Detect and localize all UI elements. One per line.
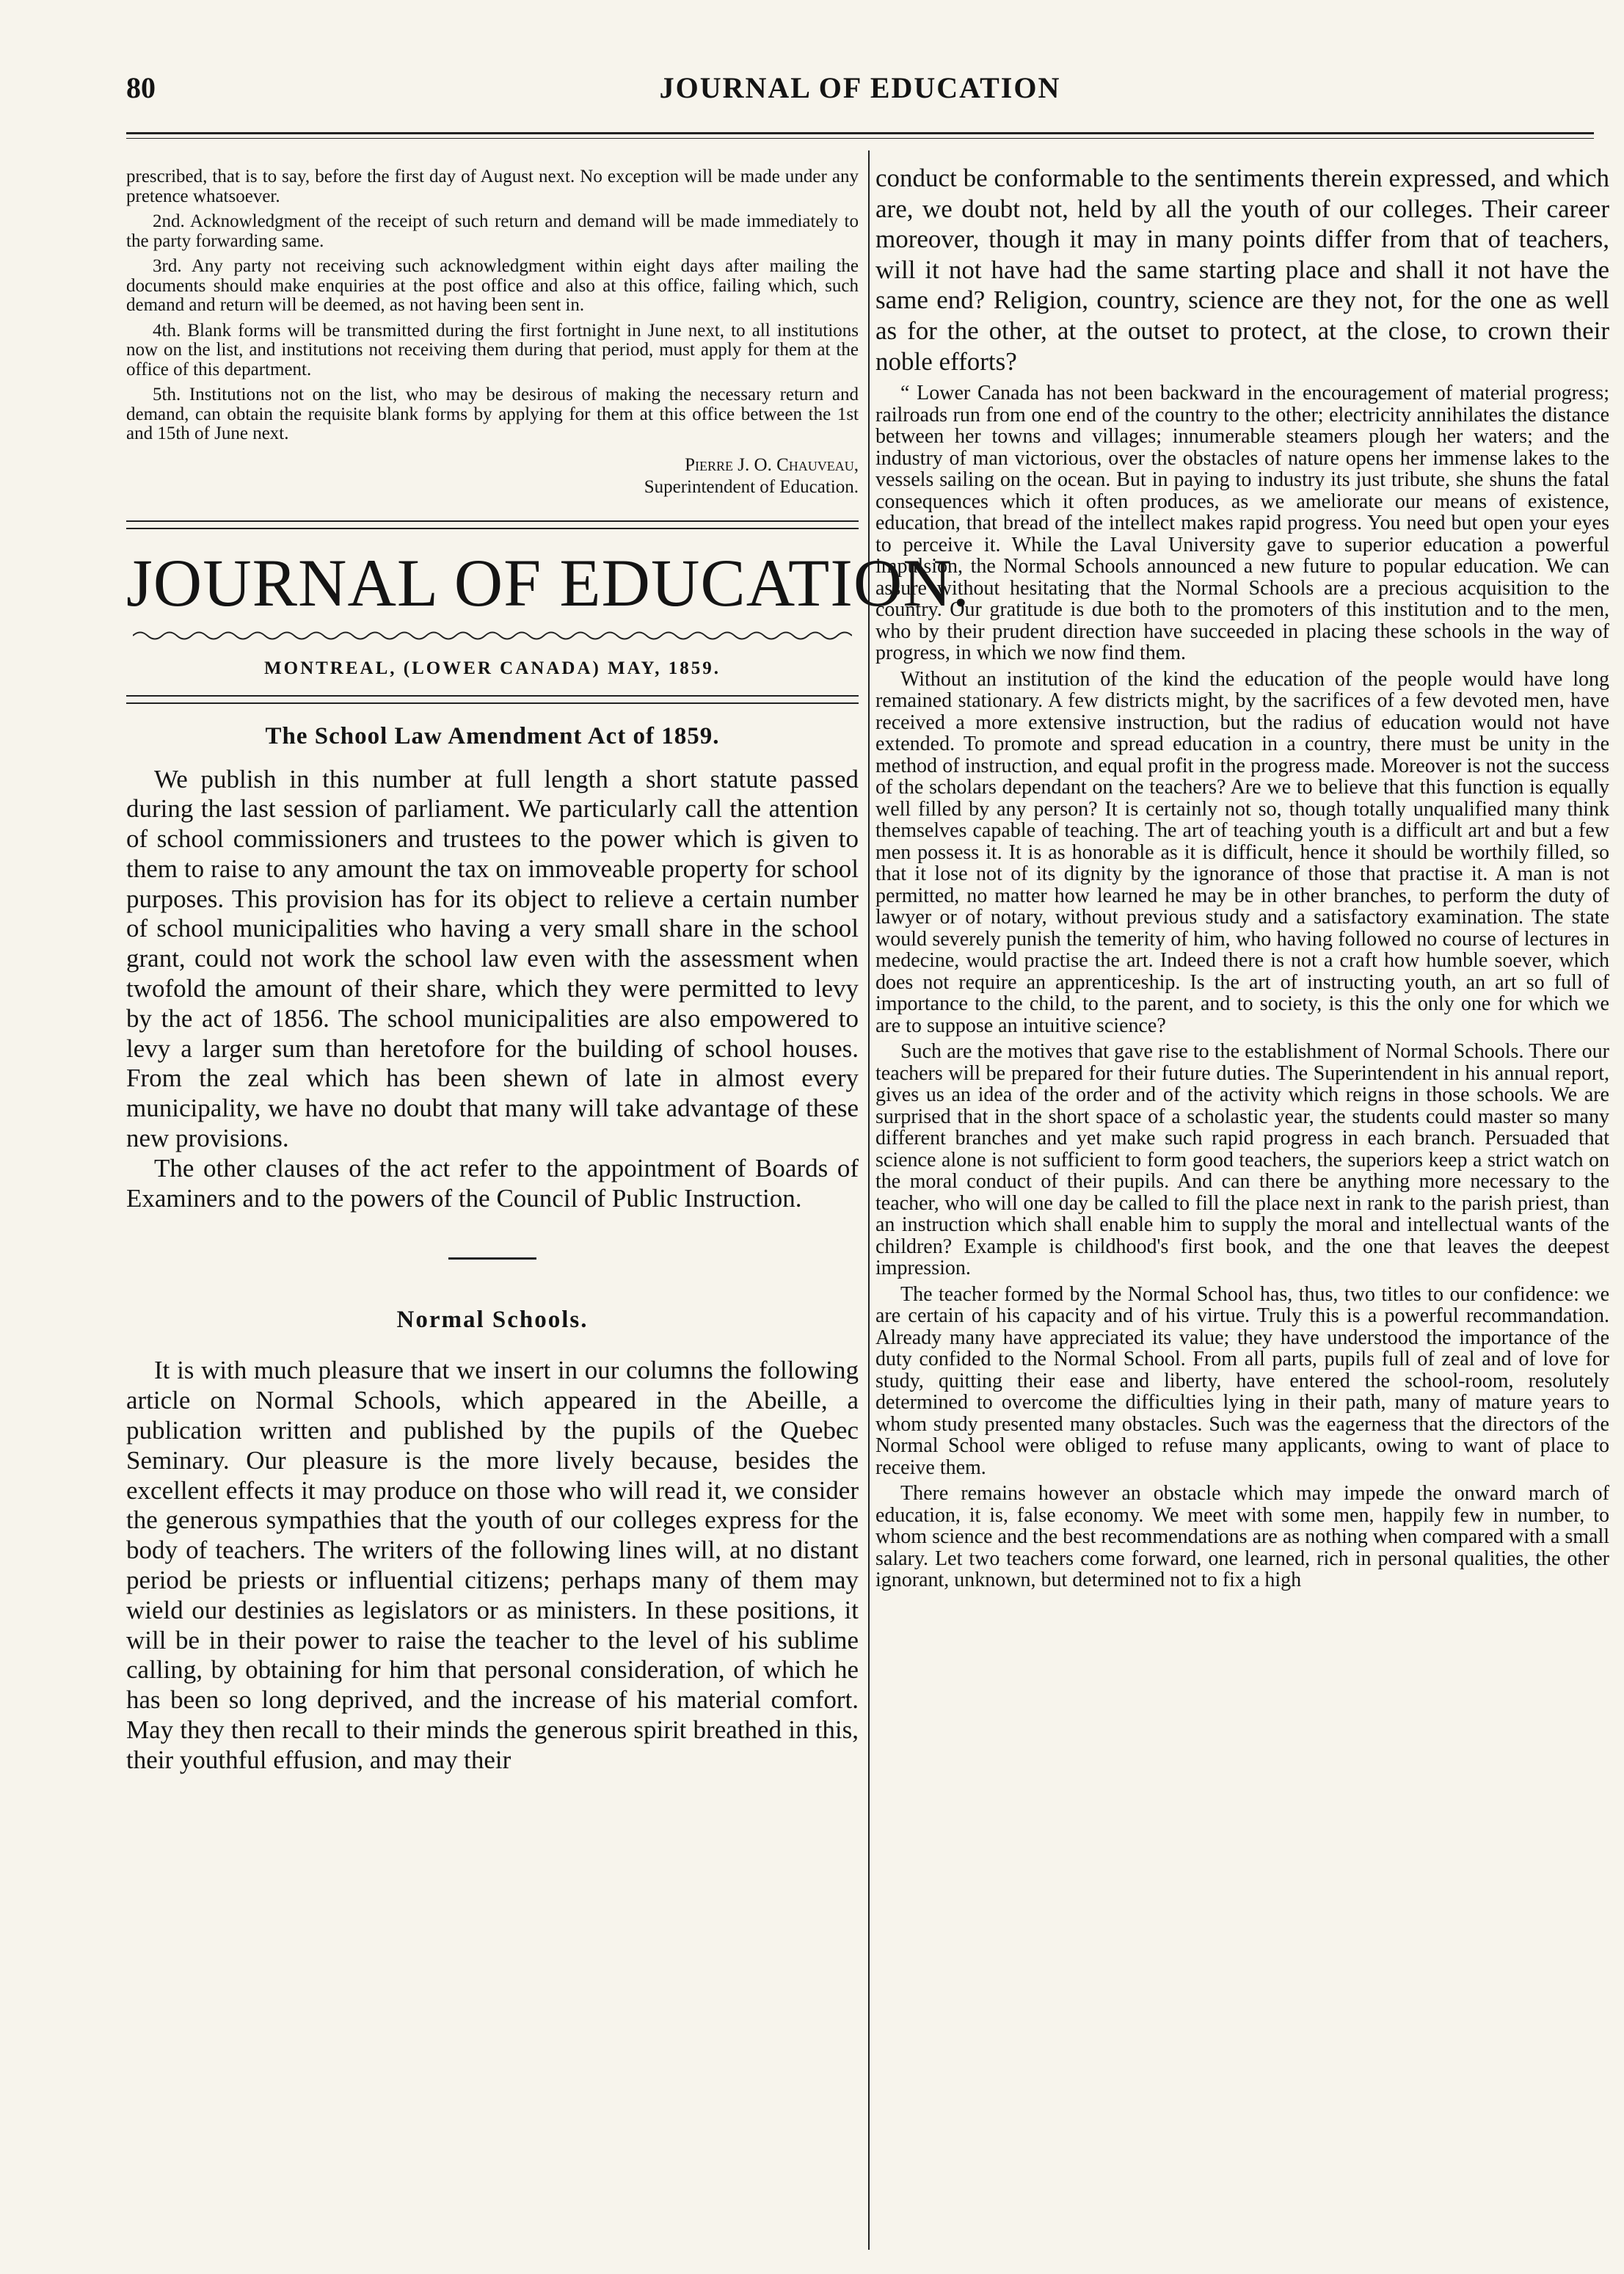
article-paragraph: The other clauses of the act refer to the appointment of Boards of Examiners and to the powers of the Council of Public Instruction. [126, 1153, 859, 1213]
right-column [875, 163, 1609, 1596]
notice-paragraph: 3rd. Any party not receiving such acknowledgment within eight days after mailing the documents should make enquiries at the post office and also at this office, failing which, such demand and return will be deemed, as not having been sent in. [126, 256, 859, 315]
header-rule [126, 132, 1594, 139]
lead-paragraph: conduct be conformable to the sentiments therein expressed, and which are, we doubt not, held by all the youth of our colleges. Their career moreover, though it may in many points differ from that of teachers, will it not have had the same starting place and shall it not have the same end? Religion, country, science are they not, for the one as well as for the other, at the outset to protect, at the close, to crown their noble efforts? [875, 164, 1609, 376]
notice-paragraph: 4th. Blank forms will be transmitted during the first fortnight in June next, to all institutions now on the list, and institutions not receiving them during that period, must apply for them at the office of this department. [126, 320, 859, 379]
page-number: 80 [126, 71, 156, 104]
signature [126, 454, 859, 498]
masthead-top-rule [126, 520, 859, 529]
article-title: The School Law Amendment Act of 1859. [265, 722, 720, 749]
running-header [126, 70, 1594, 115]
quoted-paragraph: The teacher formed by the Normal School has, thus, two titles to our confidence: we are certain of his capacity and of his virtue. Truly this is a powerful recommandation. Already many have appreciated its value; they have understood the importance of the duty confided to the Normal School. From all parts, pupils full of zeal and of love for study, quitting their ease and liberty, have entered the school-room, resolutely determined to overcome the difficulties lying in their path, many of mature years to whom study presented many obstacles. Such was the eagerness that the directors of the Normal School were obliged to refuse many applicants, owing to want of place to receive them. [875, 1282, 1609, 1479]
section-separator [448, 1257, 536, 1260]
notice-paragraph: 5th. Institutions not on the list, who may be desirous of making the necessary return and demand, can obtain the requisite blank forms by applying for them at this office between the 1st and 15th of June next. [126, 385, 859, 443]
dateline: MONTREAL, (LOWER CANADA) MAY, 1859. [264, 658, 721, 678]
signature-title: Superintendent of Education. [644, 476, 859, 497]
dateline-rule [126, 695, 859, 704]
column-divider [868, 150, 870, 2250]
article-paragraph: We publish in this number at full length a short statute passed during the last session of parliament. We particularly call the attention of school commissioners and trustees to the power which is given to them to raise to any amount the tax on immoveable property for school purposes. This provision has for its object to relieve a certain number of school municipalities who having a very small share in the school grant, could not work the school law even with the assessment when twofold the amount of their share, which they were permitted to levy by the act of 1856. The school municipalities are also empowered to levy a larger sum than heretofore for the building of school houses. From the zeal which has been shewn of late in almost every municipality, we have no doubt that many will take advantage of these new provisions. [126, 764, 859, 1153]
quoted-paragraph: Such are the motives that gave rise to the establishment of Normal Schools. There our teachers will be prepared for their future duties. The Superintendent in his annual report, gives us an idea of the order and of the activity which reigns in those schools. We are surprised that in the short space of a scholastic year, the students could master so many different branches and yet make such rapid progress in each branch. Persuaded that science alone is not sufficient to form good teachers, the superiors keep a strict watch on the moral conduct of their pupils. And can there be anything more necessary to the teacher, who will one day be called to fill the place next in rank to the parish priest, than an instruction which shall enable him to supply the moral and intellectual wants of the children? Example is childhood's first book, and the one that leaves the deepest impression. [875, 1040, 1609, 1280]
running-title: JOURNAL OF EDUCATION [659, 71, 1061, 104]
ornamental-wavy-rule [133, 628, 852, 644]
notice-paragraph: 2nd. Acknowledgment of the receipt of such return and demand will be made immediately to the party forwarding same. [126, 211, 859, 251]
section-paragraph: It is with much pleasure that we insert in our columns the following article on Normal Schools, which appeared in the Abeille, a publication written and published by the pupils of the Quebec Seminary. Our pleasure is the more lively because, besides the excellent effects it may produce on those who will read it, we consider the generous sympathies that the youth of our colleges express for the body of teachers. The writers of the following lines will, at no distant period be priests or influential citizens; perhaps many of them may wield our destinies as legislators or as ministers. In these positions, it will be in their power to raise the teacher to the level of his sublime calling, by obtaining for him that personal consideration, of which he has been so long deprived, and the increase of his material comfort. May they then recall to their minds the generous spirit breathed in this, their youthful effusion, and may their [126, 1356, 859, 1774]
masthead-title: JOURNAL OF EDUCATION. [126, 545, 970, 620]
section-title: Normal Schools. [396, 1307, 589, 1334]
signature-name: Pierre J. O. Chauveau, [685, 454, 859, 475]
quoted-paragraph: Without an institution of the kind the education of the people would have long remained stationary. A few districts might, by the sacrifices of a few devoted men, have received a more extensive instruction, but the radius of education would not have extended. To promote and spread education in a country, there must be unity in the method of instruction, and equal profit in the progress made. Moreover is not the success of the scholars dependant on the teachers? Are we to believe that this function is equally well filled by any person? It is certainly not so, though totally unqualified many think themselves capable of teaching. The art of teaching youth is a difficult art and but a few men possess it. It is as honorable as it is difficult, hence it should be worthily filled, so that it lose not of its dignity by the ignorance of those that practise it. A man is not permitted, no matter how learned he may be in other branches, to perform the duty of lawyer or of notary, without previous study and a satisfactory examination. The state would severely punish the temerity of him, who having followed no course of lectures in medecine, would practise the art. Indeed there is not a craft how humble soever, which does not require an apprenticeship. Is the art of instructing youth, an art so full of importance to the child, to the parent, and to society, is this the only one for which we are to suppose an intuitive science? [875, 667, 1609, 1037]
left-column [126, 167, 970, 1776]
notice-paragraph: prescribed, that is to say, before the first day of August next. No exception will be made under any pretence whatsoever. [126, 167, 859, 206]
quoted-paragraph: “ Lower Canada has not been backward in the encouragement of material progress; railroads run from one end of the country to the other; electricity annihilates the distance between her towns and villages; innumerable steamers plough her waters; and the industry of man victorious, over the obstacles of nature opens her immense lakes to the vessels sailing on the ocean. But in paying to industry its just tribute, she shuns the fatal consequences which it often produces, as we ameliorate our means of existence, education, that bread of the intellect makes rapid progress. You need but open your eyes to perceive it. While the Laval University gave to superior education a powerful impulsion, the Normal Schools announced a new future to popular education. We can assure without hesitating that the Normal Schools are a precious acquisition to the country. Our gratitude is due both to the promoters of this institution and to the men, who by their prudent direction have succeeded in placing these schools in the way of progress, in which we now find them. [875, 382, 1609, 665]
quoted-paragraph: There remains however an obstacle which may impede the onward march of education, it is, false economy. We meet with some men, happily few in number, to whom science and the best recommendations are as nothing when compared with a small salary. Let two teachers come forward, one learned, rich in personal qualities, the other ignorant, unknown, but determined not to fix a high [875, 1482, 1609, 1592]
